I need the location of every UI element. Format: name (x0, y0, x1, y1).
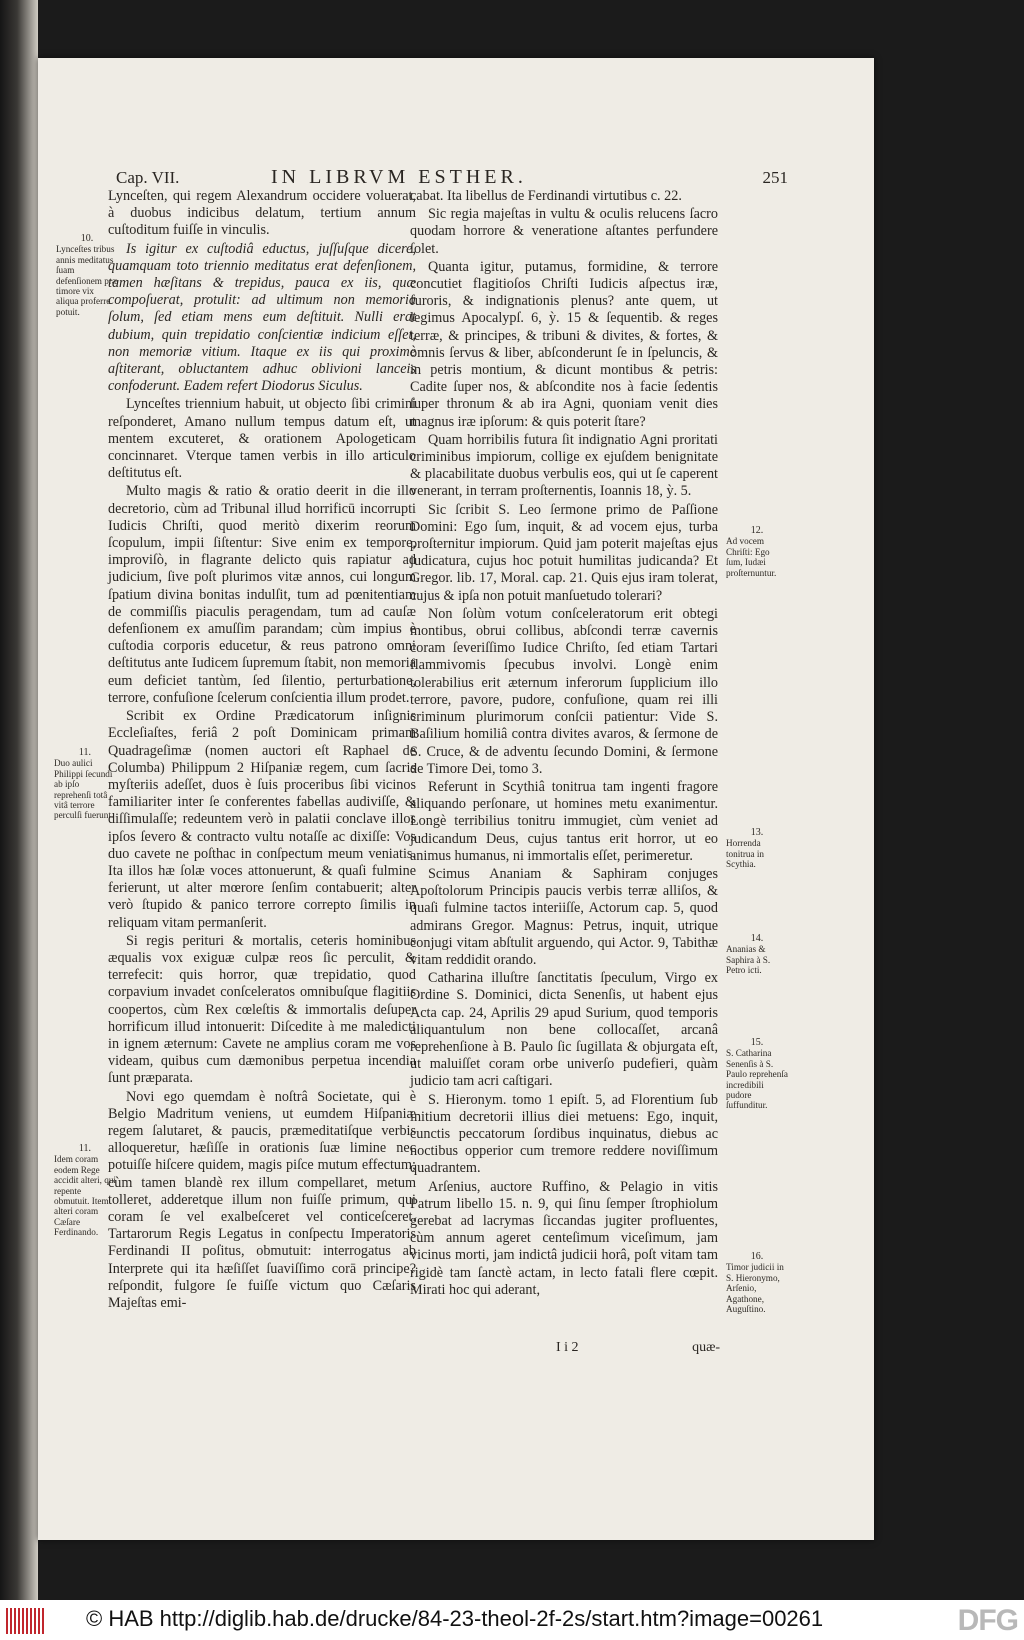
margin-note-text: Idem coram eodem Rege accidit alteri, qui repente obmutuit. Item alteri coram Cæſare Ferdinando. (54, 1154, 116, 1238)
page-number: 251 (762, 168, 788, 187)
paragraph: Novi ego quemdam è noſtrâ Societate, qui è Belgio Madritum veniens, ut eumdem Hiſpaniæ regem ſalutaret, & paucis, præmeditatiſque verbis alloqueretur, hæſiſſe in orationis ſuæ limine nec potuiſſe hiſcere quidem, magis piſce mutum effectum; cùm tamen blandè rex illum compellaret, metum tolleret, adderetque illum non fuiſſe primum, qui coram ſe vel exalbeſceret vel conticeſceret. Tartarorum Regis Legatus in conſpectu Imperatoris Ferdinandi II poſitus, obmutuit: interrogatus ab Interprete qui ita hæſiſſet ſuaviſſimo corā principe? reſpondit, fulgore ſe fuiſſe victum quo Cæſaris Majeſtas emi- (108, 1088, 416, 1311)
paragraph: Catharina illuſtre ſanctitatis ſpeculum, Virgo ex Ordine S. Dominici, dicta Senenſis, ut habent ejus Acta cap. 24, Aprilis 29 apud Surium, quod temporis aliquantulum non bene collocaſſet, arcanâ reprehenſione à B. Paulo ſic ſugillata & objurgata eſt, ut maluiſſet coram orbe univerſo pudefieri, quàm judicio tam acri caſtigari. (410, 970, 718, 1090)
margin-note-text: Duo aulici Philippi ſecundi ab ipſo reprehenſi totâ vitâ terrore perculſi fuerunt. (54, 758, 114, 821)
paragraph: Multo magis & ratio & oratio deerit in die illo decretorio, cùm ad Tribunal illud horrificū incorrupti Iudicis Chriſti, quod meritò dixerim reorum ſcopulum, impii ſiſtentur: Sive enim ex tempore, improviſò, in flagrante delicto quis rapiatur ad judicium, ſive poſt plurimos vitæ annos, cui longum ſpatium divina bonitas indulſit, tum ad pœnitentiam de commiſſis piaculis peragendam, tum ad cauſæ defenſionem ex amuſſim parandam; cùm impius è cuſtodia corporis educetur, & reus patrono omni deſtitutus ante Iudicem ſupremum ſtabit, non memoria eum deficiet tantùm, ſed ſilentio, perturbatione, terrore, confuſione ſcelerum conſcientia illum prodet. (108, 483, 416, 706)
margin-note (726, 828, 788, 870)
margin-note-number: 13. (750, 827, 764, 838)
margin-note (54, 1144, 116, 1238)
margin-note (726, 1038, 788, 1111)
margin-note-number: 11. (78, 1143, 92, 1154)
margin-note-text: S. Catharina Senenſis à S. Paulo reprehenſa incredibili pudore ſuffunditur. (726, 1048, 788, 1111)
barcode-icon (6, 1608, 44, 1634)
margin-note-text: Lynceſtes tribus annis meditatus ſuam defenſionem præ timore vix aliqua proferre potuit. (56, 244, 118, 317)
paragraph: Is igitur ex cuſtodiâ eductus, juſſuſque dicere, quamquam toto triennio meditatus erat defenſionem, tamen hæſitans & trepidus, pauca ex iis, quæ compoſuerat, protulit: ad ultimum non memoria ſolum, ſed etiam mens eum deſtituit. Nulli erat dubium, quin trepidatio conſcientiæ indicium eſſet, non memoriæ vitium. Itaque ex iis qui proximè aſtiterant, obluctantem adhuc oblivioni lanceis confoderunt. Eadem refert Diodorus Siculus. (108, 240, 416, 395)
paragraph: Non ſolùm votum conſceleratorum erit obtegi montibus, obrui collibus, abſcondi terræ cavernis coram ſeveriſſimo Iudice Chriſto, ſed etiam Tartari flammivomis ſpecubus involvi. Longè enim tolerabilius erit æternum inferorum ſupplicium illo terrore, pavore, pudore, confuſione, quam rei illi criminum plurimorum conſcii patientur: Vide S. Baſilium homiliâ contra divites avaros, & ſermone de S. Cruce, & de adventu ſecundo Domini, & ſermone de Timore Dei, tomo 3. (410, 605, 718, 777)
margin-note (56, 234, 118, 317)
margin-note-number: 16. (750, 1251, 764, 1262)
paragraph: cabat. Ita libellus de Ferdinandi virtutibus c. 22. (410, 188, 682, 204)
margin-note-text: Horrenda tonitrua in Scythia. (726, 838, 765, 870)
dfg-logo: DFG (957, 1604, 1018, 1637)
catchword-line (556, 1340, 720, 1356)
paragraph: Arſenius, auctore Ruffino, & Pelagio in vitis Patrum libello 15. n. 9, qui ſinu ſemper ſtrophiolum gerebat ad lacrymas ſiccandas jugiter profluentes, cùm annum ageret centeſimum viceſimum, jam vicinus morti, jam indictâ judicii horâ, poſt vitam tam rigidè tam ſanctè actam, in lecto fatali flere cœpit. Mirati hoc qui aderant, (410, 1178, 718, 1298)
previous-page-edge (0, 0, 38, 1600)
paragraph: Quanta igitur, putamus, formidine, & terrore concutiet flagitioſos Chriſti Iudicis aſpectus iræ, furoris, & indignationis plenus? ante quem, ut legimus Apocalypſ. 6, ỳ. 15 & ſequentib. & reges terræ, & principes, & tribuni & divites, & fortes, & omnis ſervus & liber, abſconderunt ſe in ſpeluncis, & in petris montium, & dicunt montibus & petris: Cadite ſuper nos, & abſcondite nos à facie ſedentis ſuper thronum & ab ira Agni, quoniam venit dies magnus iræ ipſorum: & quis poterit ſtare? (410, 258, 718, 430)
margin-note-number: 14. (750, 933, 764, 944)
paragraph: Lynceſten, qui regem Alexandrum occidere voluerat, à duobus indicibus delatum, tertium annum cuſtoditum fuiſſe in vinculis. (108, 188, 416, 239)
margin-note-number: 11. (78, 747, 92, 758)
signature-mark: I i 2 (556, 1340, 579, 1355)
paragraph: Sic ſcribit S. Leo ſermone primo de Paſſione Domini: Ego ſum, inquit, & ad vocem ejus, turba proſternitur impiorum. Quid jam poterit majeſtas ejus judicatura, cujus hoc potuit humilitas judicanda? Et Gregor. lib. 17, Moral. cap. 21. Quis ejus iram tolerat, cujus & ipſa non potuit manſuetudo tolerari? (410, 501, 718, 604)
right-text-column (410, 188, 718, 1300)
margin-note-text: Timor judicii in S. Hieronymo, Arſenio, Agathone, Auguſtino. (726, 1262, 784, 1315)
margin-note-text: Ananias & Saphira à S. Petro icti. (726, 944, 771, 976)
footer-bar (0, 1600, 1024, 1640)
paragraph: Si regis perituri & mortalis, ceteris hominibus æqualis vox exiguæ culpæ reos ſic perculit, & terrefecit: quis horror, quæ trepidatio, quod corpavium invadet conſceleratos omnibuſque flagitiis coopertos, cùm Rex cœleſtis & immortalis deſuper horrificum illud intonuerit: Diſcedite à me maledicti in ignem æternum: Cavete ne amplius coram me vos videam, quibus cum dæmonibus perpetua incendia ſunt præparata. (108, 932, 416, 1087)
chapter-label: Cap. VII. (116, 168, 180, 187)
left-text-column (108, 188, 416, 1313)
paragraph: Quam horribilis futura ſit indignatio Agni proritati criminibus impiorum, collige ex ejuſdem benignitate & placabilitate duobus verbulis eos, qui ut ſe caperent venerant, in terram proſternentis, Ioannis 18, ỳ. 5. (410, 431, 718, 500)
book-page (38, 58, 874, 1540)
paragraph: Lynceſtes triennium habuit, ut objecto ſibi crimini reſponderet, Amano nullum tempus datum eſt, ut mentem excuteret, & orationem Apologeticam concinnaret. Vterque tamen verbis in illo articulo deſtitutus eſt. (108, 396, 416, 482)
paragraph: S. Hieronym. tomo 1 epiſt. 5, ad Florentium ſub initium decretorii illius diei metuens: Ego, inquit, cunctis peccatorum ſordibus inquinatus, diebus ac noctibus opperior cum tremore reddere noviſſimum quadrantem. (410, 1091, 718, 1177)
source-link[interactable]: © HAB http://diglib.hab.de/drucke/84-23-theol-2f-2s/start.htm?image=00261 (86, 1606, 824, 1631)
paragraph: Scribit ex Ordine Prædicatorum inſignis Eccleſiaſtes, feriâ 2 poſt Dominicam primam Quadrageſimæ (nomen auctori eſt Raphael de Columba) Philippum 2 Hiſpaniæ regem, cum ſacris myſteriis adeſſet, duos è ſuis proceribus ſibi vicinos familiariter inter ſe conferentes fabellas audiviſſe, & diſſimulaſſe; redeuntem verò in palatii conclave illos ipſos ſevero & contracto vultu notaſſe ac dixiſſe: Vos duo cavete ne poſthac in conſpectum meum veniatis. Ita illos hæ ſolæ voces attonuerunt, & quaſi fulmine ferierunt, ut alter mœrore ſenſim contabuerit; alter verò ſtupido & panico terrore correpto ſimilis in reliquam vitam permanſerit. (108, 708, 416, 931)
paragraph: Sic regia majeſtas in vultu & oculis relucens ſacro quodam horrore & veneratione aſtantes perfundere ſolet. (410, 206, 718, 257)
paragraph: Referunt in Scythiâ tonitrua tam ingenti fragore aliquando perſonare, ut homines metu exanimentur. Longè terribilius tonitru immugiet, cùm veniet ad judicandum Deus, cujus tantus erit horror, ut eo animus humanus, ni immortalis eſſet, perimeretur. (410, 778, 718, 864)
margin-note (726, 1252, 788, 1314)
catchword: quæ- (692, 1340, 721, 1355)
margin-note (726, 526, 788, 578)
margin-note-text: Ad vocem Chriſti: Ego ſum, Iudæi proſternuntur. (726, 536, 777, 578)
margin-note-number: 10. (80, 233, 94, 244)
margin-note-number: 15. (750, 1037, 764, 1048)
paragraph: Scimus Ananiam & Saphiram conjuges Apoſtolorum Principis paucis verbis terræ alliſos, & quaſi fulmine tactos interiiſſe, Actorum cap. 5, quod admirans Gregor. Magnus: Petrus, inquit, utrique conjugi vitam abſtulit arguendo, qui Actor. 9, Tabithæ vitam reddidit orando. (410, 865, 718, 968)
running-title: IN LIBRVM ESTHER. (271, 166, 527, 188)
margin-note (54, 748, 116, 821)
margin-note (726, 934, 788, 976)
margin-note-number: 12. (750, 525, 764, 536)
